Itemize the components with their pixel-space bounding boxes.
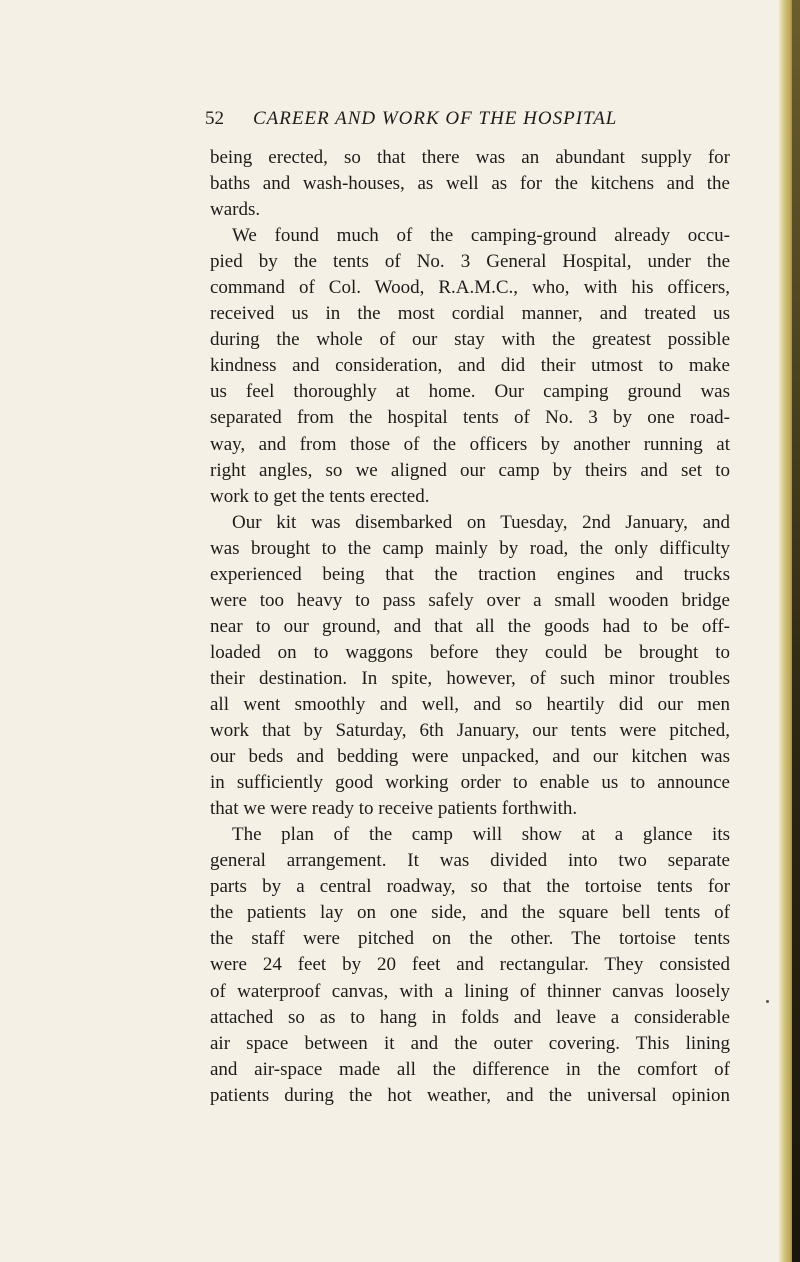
- text-line: was brought to the camp mainly by road, the only difficulty: [210, 537, 730, 559]
- text-line: were 24 feet by 20 feet and rectangular. They consisted: [210, 954, 730, 976]
- text-line: work that by Saturday, 6th January, our tents were pitched,: [210, 720, 730, 742]
- text-line: parts by a central roadway, so that the tortoise tents for: [210, 876, 730, 898]
- text-line: general arrangement. It was divided into two separate: [210, 850, 730, 872]
- text-line: right angles, so we aligned our camp by theirs and set to: [210, 459, 730, 481]
- text-line: pied by the tents of No. 3 General Hospital, under the: [210, 251, 730, 273]
- paper-speck: [766, 1000, 769, 1003]
- text-line: baths and wash-houses, as well as for the kitchens and the: [210, 173, 730, 195]
- text-line: We found much of the camping-ground already occu-: [232, 225, 730, 247]
- text-line: loaded on to waggons before they could be brought to: [210, 641, 730, 663]
- text-line: our beds and bedding were unpacked, and our kitchen was: [210, 746, 730, 768]
- text-line: separated from the hospital tents of No. 3 by one road-: [210, 407, 730, 429]
- text-line: near to our ground, and that all the goods had to be off-: [210, 615, 730, 637]
- text-line: being erected, so that there was an abundant supply for: [210, 147, 730, 168]
- text-line: us feel thoroughly at home. Our camping ground was: [210, 381, 730, 403]
- text-line: patients during the hot weather, and the universal opinion: [210, 1084, 730, 1106]
- text-line: in sufficiently good working order to enable us to announce: [210, 772, 730, 794]
- text-line: experienced being that the traction engines and trucks: [210, 563, 730, 585]
- page-number: 52: [205, 108, 224, 129]
- page-binding-edge: [792, 0, 800, 1262]
- text-line: and air-space made all the difference in the comfort of: [210, 1058, 730, 1080]
- text-line: The plan of the camp will show at a glance its: [232, 824, 730, 846]
- text-line: air space between it and the outer covering. This lining: [210, 1032, 730, 1054]
- text-line: work to get the tents erected.: [210, 485, 430, 507]
- text-line: way, and from those of the officers by another running at: [210, 433, 730, 455]
- running-head-title: CAREER AND WORK OF THE HOSPITAL: [253, 108, 618, 129]
- text-line: the staff were pitched on the other. The tortoise tents: [210, 928, 730, 950]
- text-line: attached so as to hang in folds and leave a considerable: [210, 1006, 730, 1028]
- text-line: of waterproof canvas, with a lining of thinner canvas loosely: [210, 980, 730, 1002]
- text-line: kindness and consideration, and did their utmost to make: [210, 355, 730, 377]
- text-line: all went smoothly and well, and so heartily did our men: [210, 693, 730, 715]
- text-line: were too heavy to pass safely over a small wooden bridge: [210, 589, 730, 611]
- body-text: [210, 145, 730, 1109]
- text-line: their destination. In spite, however, of such minor troubles: [210, 667, 730, 689]
- text-line: wards.: [210, 199, 261, 221]
- text-line: command of Col. Wood, R.A.M.C., who, with his officers,: [210, 277, 730, 299]
- running-head: [205, 107, 725, 137]
- text-line: that we were ready to receive patients forthwith.: [210, 798, 578, 820]
- text-line: the patients lay on one side, and the square bell tents of: [210, 902, 730, 924]
- text-line: during the whole of our stay with the greatest possible: [210, 329, 730, 351]
- text-line: Our kit was disembarked on Tuesday, 2nd January, and: [232, 511, 730, 533]
- text-line: received us in the most cordial manner, and treated us: [210, 303, 730, 325]
